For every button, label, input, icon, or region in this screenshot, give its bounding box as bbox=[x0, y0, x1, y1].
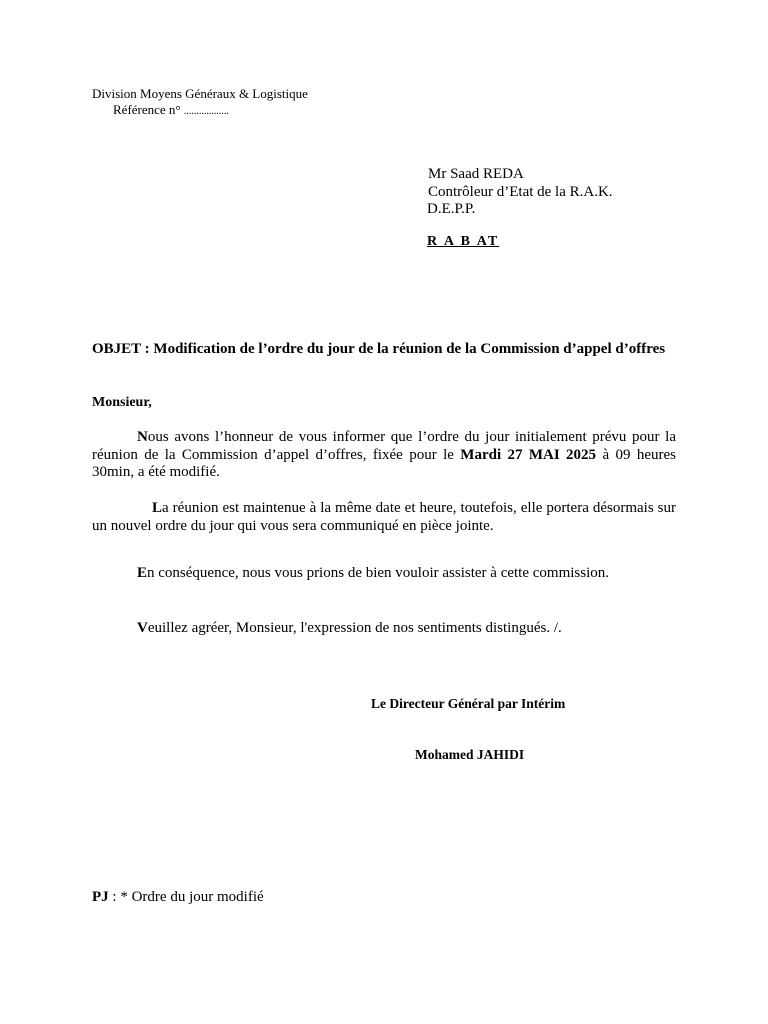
sender-division: Division Moyens Généraux & Logistique bbox=[92, 86, 308, 101]
paragraph-1-text: ous avons l’honneur de vous informer que l’ordre du jour initialement prévu pour la réunion de la Commission d’appel d’offres, fixée pour le bbox=[92, 429, 676, 463]
paragraph-1 bbox=[92, 429, 676, 482]
reference-value: .................. bbox=[183, 106, 229, 117]
recipient-name: Mr Saad REDA bbox=[428, 166, 524, 182]
paragraph-2-text: a réunion est maintenue à la même date et heure, toutefois, elle portera désormais sur un nouvel ordre du jour qui vous sera communiqué en pièce jointe. bbox=[92, 500, 676, 534]
recipient-city: R A B AT bbox=[427, 234, 500, 249]
signatory-title: Le Directeur Général par Intérim bbox=[371, 696, 566, 711]
paragraph-4 bbox=[92, 620, 676, 638]
recipient-department: D.E.P.P. bbox=[427, 201, 476, 217]
paragraph-2 bbox=[92, 500, 676, 535]
paragraph-1-initial: N bbox=[137, 429, 148, 445]
meeting-date: Mardi 27 MAI 2025 bbox=[460, 446, 597, 463]
paragraph-3-initial: E bbox=[137, 565, 148, 581]
attachment-text: : * Ordre du jour modifié bbox=[108, 889, 264, 905]
letter-object: OBJET : Modification de l’ordre du jour de la réunion de la Commission d’appel d’offres bbox=[92, 341, 666, 357]
paragraph-3-text: n conséquence, nous vous prions de bien vouloir assister à cette commission. bbox=[147, 565, 610, 581]
reference-label: Référence n° bbox=[113, 102, 181, 117]
attachment-line bbox=[92, 889, 264, 906]
reference-line bbox=[113, 102, 229, 120]
paragraph-2-initial: L bbox=[152, 500, 163, 516]
paragraph-1-end: à 09 heures 30min, a été modifié. bbox=[92, 446, 676, 480]
paragraph-3 bbox=[92, 565, 676, 583]
paragraph-4-initial: V bbox=[137, 620, 148, 636]
recipient-title: Contrôleur d’Etat de la R.A.K. bbox=[428, 184, 613, 200]
salutation: Monsieur, bbox=[92, 395, 152, 410]
paragraph-4-text: euillez agréer, Monsieur, l'expression de nos sentiments distingués. /. bbox=[147, 620, 562, 636]
attachment-label: PJ bbox=[92, 889, 109, 905]
signatory-name: Mohamed JAHIDI bbox=[415, 747, 525, 762]
